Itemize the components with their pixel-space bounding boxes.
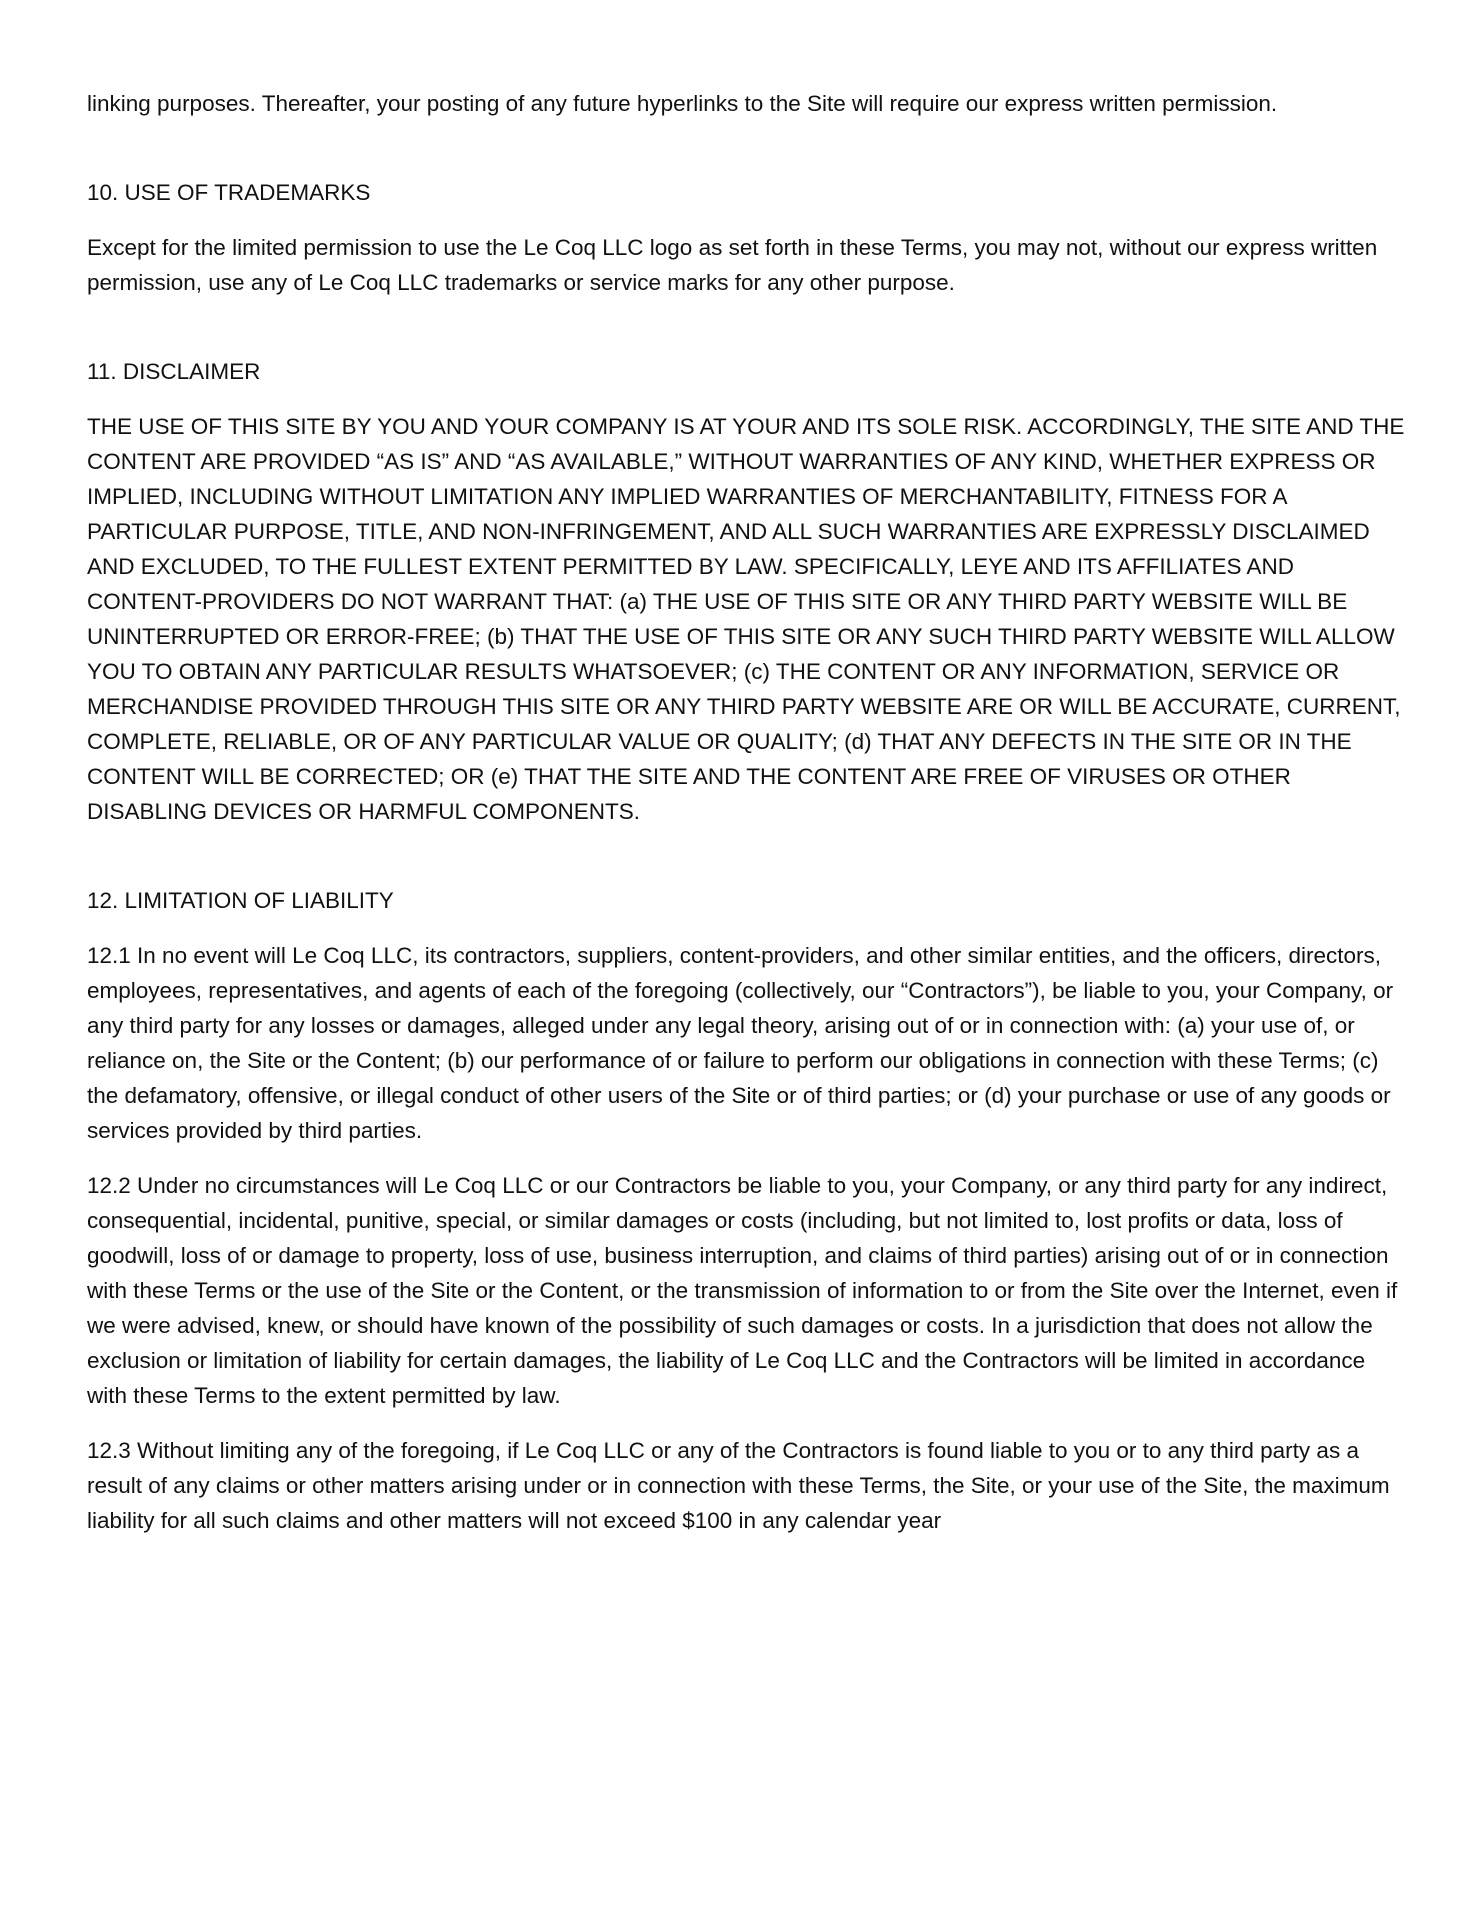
section-limitation-of-liability [87,883,1407,1538]
section-heading: 10. USE OF TRADEMARKS [87,180,371,205]
section-trademarks [87,175,1407,300]
section-paragraph: 12.3 Without limiting any of the foregoing, if Le Coq LLC or any of the Contractors is found liable to you or to any third party as a result of any claims or other matters arising under or in connection with these Terms, the Site, or your use of the Site, the maximum liability for all such claims and other matters will not exceed $100 in any calendar year [87,1438,1390,1533]
intro-paragraph: linking purposes. Thereafter, your posting of any future hyperlinks to the Site will require our express written permission. [87,91,1278,116]
document-page [87,86,1407,1558]
section-paragraph: 12.1 In no event will Le Coq LLC, its contractors, suppliers, content-providers, and other similar entities, and the officers, directors, employees, representatives, and agents of each of the foregoing (collectively, our “Contractors”), be liable to you, your Company, or any third party for any losses or damages, alleged under any legal theory, arising out of or in connection with: (a) your use of, or reliance on, the Site or the Content; (b) our performance of or failure to perform our obligations in connection with these Terms; (c) the defamatory, offensive, or illegal conduct of other users of the Site or of third parties; or (d) your purchase or use of any goods or services provided by third parties. [87,943,1394,1143]
section-paragraph: 12.2 Under no circumstances will Le Coq LLC or our Contractors be liable to you, your Company, or any third party for any indirect, consequential, incidental, punitive, special, or similar damages or costs (including, but not limited to, lost profits or data, loss of goodwill, loss of or damage to property, loss of use, business interruption, and claims of third parties) arising out of or in connection with these Terms or the use of the Site or the Content, or the transmission of information to or from the Site over the Internet, even if we were advised, knew, or should have known of the possibility of such damages or costs. In a jurisdiction that does not allow the exclusion or limitation of liability for certain damages, the liability of Le Coq LLC and the Contractors will be limited in accordance with these Terms to the extent permitted by law. [87,1173,1398,1408]
section-heading: 11. DISCLAIMER [87,359,261,384]
section-paragraph: Except for the limited permission to use the Le Coq LLC logo as set forth in these Terms, you may not, without our express written permission, use any of Le Coq LLC trademarks or service marks for any other purpose. [87,235,1378,295]
section-paragraph: THE USE OF THIS SITE BY YOU AND YOUR COMPANY IS AT YOUR AND ITS SOLE RISK. ACCORDINGLY, THE SITE AND THE CONTENT ARE PROVIDED “AS IS” AND “AS AVAILABLE,” WITHOUT WARRANTIES OF ANY KIND, WHETHER EXPRESS OR IMPLIED, INCLUDING WITHOUT LIMITATION ANY IMPLIED WARRANTIES OF MERCHANTABILITY, FITNESS FOR A PARTICULAR PURPOSE, TITLE, AND NON-INFRINGEMENT, AND ALL SUCH WARRANTIES ARE EXPRESSLY DISCLAIMED AND EXCLUDED, TO THE FULLEST EXTENT PERMITTED BY LAW. SPECIFICALLY, LEYE AND ITS AFFILIATES AND CONTENT-PROVIDERS DO NOT WARRANT THAT: (a) THE USE OF THIS SITE OR ANY THIRD PARTY WEBSITE WILL BE UNINTERRUPTED OR ERROR-FREE; (b) THAT THE USE OF THIS SITE OR ANY SUCH THIRD PARTY WEBSITE WILL ALLOW YOU TO OBTAIN ANY PARTICULAR RESULTS WHATSOEVER; (c) THE CONTENT OR ANY INFORMATION, SERVICE OR MERCHANDISE PROVIDED THROUGH THIS SITE OR ANY THIRD PARTY WEBSITE ARE OR WILL BE ACCURATE, CURRENT, COMPLETE, RELIABLE, OR OF ANY PARTICULAR VALUE OR QUALITY; (d) THAT ANY DEFECTS IN THE SITE OR IN THE CONTENT WILL BE CORRECTED; OR (e) THAT THE SITE AND THE CONTENT ARE FREE OF VIRUSES OR OTHER DISABLING DEVICES OR HARMFUL COMPONENTS. [87,414,1405,824]
section-disclaimer [87,354,1407,829]
section-heading: 12. LIMITATION OF LIABILITY [87,888,394,913]
